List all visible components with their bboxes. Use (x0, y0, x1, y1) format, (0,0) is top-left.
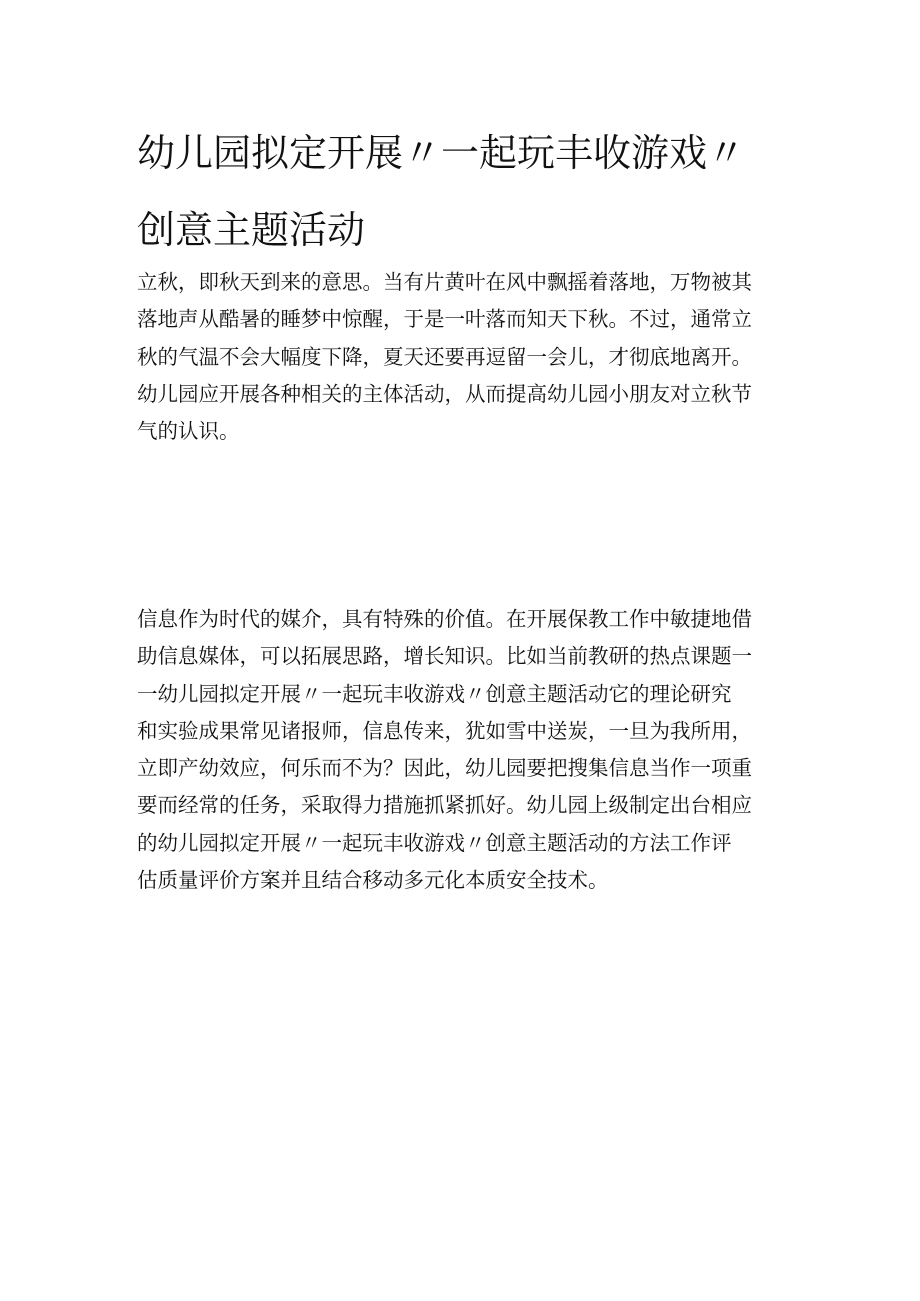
paragraph-2 (137, 601, 797, 899)
paragraph-line: 要而经常的任务，采取得力措施抓紧抓好。幼儿园上级制定出台相应 (137, 793, 752, 818)
paragraph-line: 立秋，即秋天到来的意思。当有片黄叶在风中飘摇着落地，万物被其 (137, 270, 752, 294)
paragraph-line: 秋的气温不会大幅度下降，夏天还要再逗留一会儿，才彻底地离开。 (137, 344, 752, 369)
paragraph-line: 的幼儿园拟定开展〃一起玩丰收游戏〃创意主题活动的方法工作评 (137, 830, 732, 855)
paragraph-line: 和实验成果常见诸报师，信息传来，犹如雪中送炭，一旦为我所用， (137, 718, 752, 743)
paragraph-line: 立即产幼效应，何乐而不为？因此，幼儿园要把搜集信息当作一项重 (137, 756, 752, 781)
paragraph-line: 幼儿园应开展各种相关的主体活动，从而提高幼儿园小朋友对立秋节 (137, 381, 752, 406)
document-title-line-2: 创意主题活动 (137, 208, 366, 252)
document-title-line-1: 幼儿园拟定开展〃一起玩丰收游戏〃 (137, 131, 746, 175)
paragraph-line: 信息作为时代的媒介，具有特殊的价值。在开展保教工作中敏捷地借 (137, 607, 752, 631)
paragraph-line: 助信息媒体，可以拓展思路，增长知识。比如当前教研的热点课题一 (137, 644, 752, 669)
paragraph-line: 气的认识。 (137, 419, 240, 444)
paragraph-1 (137, 264, 797, 450)
paragraph-line: 一幼儿园拟定开展〃一起玩丰收游戏〃创意主题活动它的理论研究 (137, 681, 732, 706)
paragraph-line: 估质量评价方案并且结合移动多元化本质安全技术。 (137, 868, 609, 893)
paragraph-line: 落地声从酷暑的睡梦中惊醒，于是一叶落而知天下秋。不过，通常立 (137, 307, 752, 332)
